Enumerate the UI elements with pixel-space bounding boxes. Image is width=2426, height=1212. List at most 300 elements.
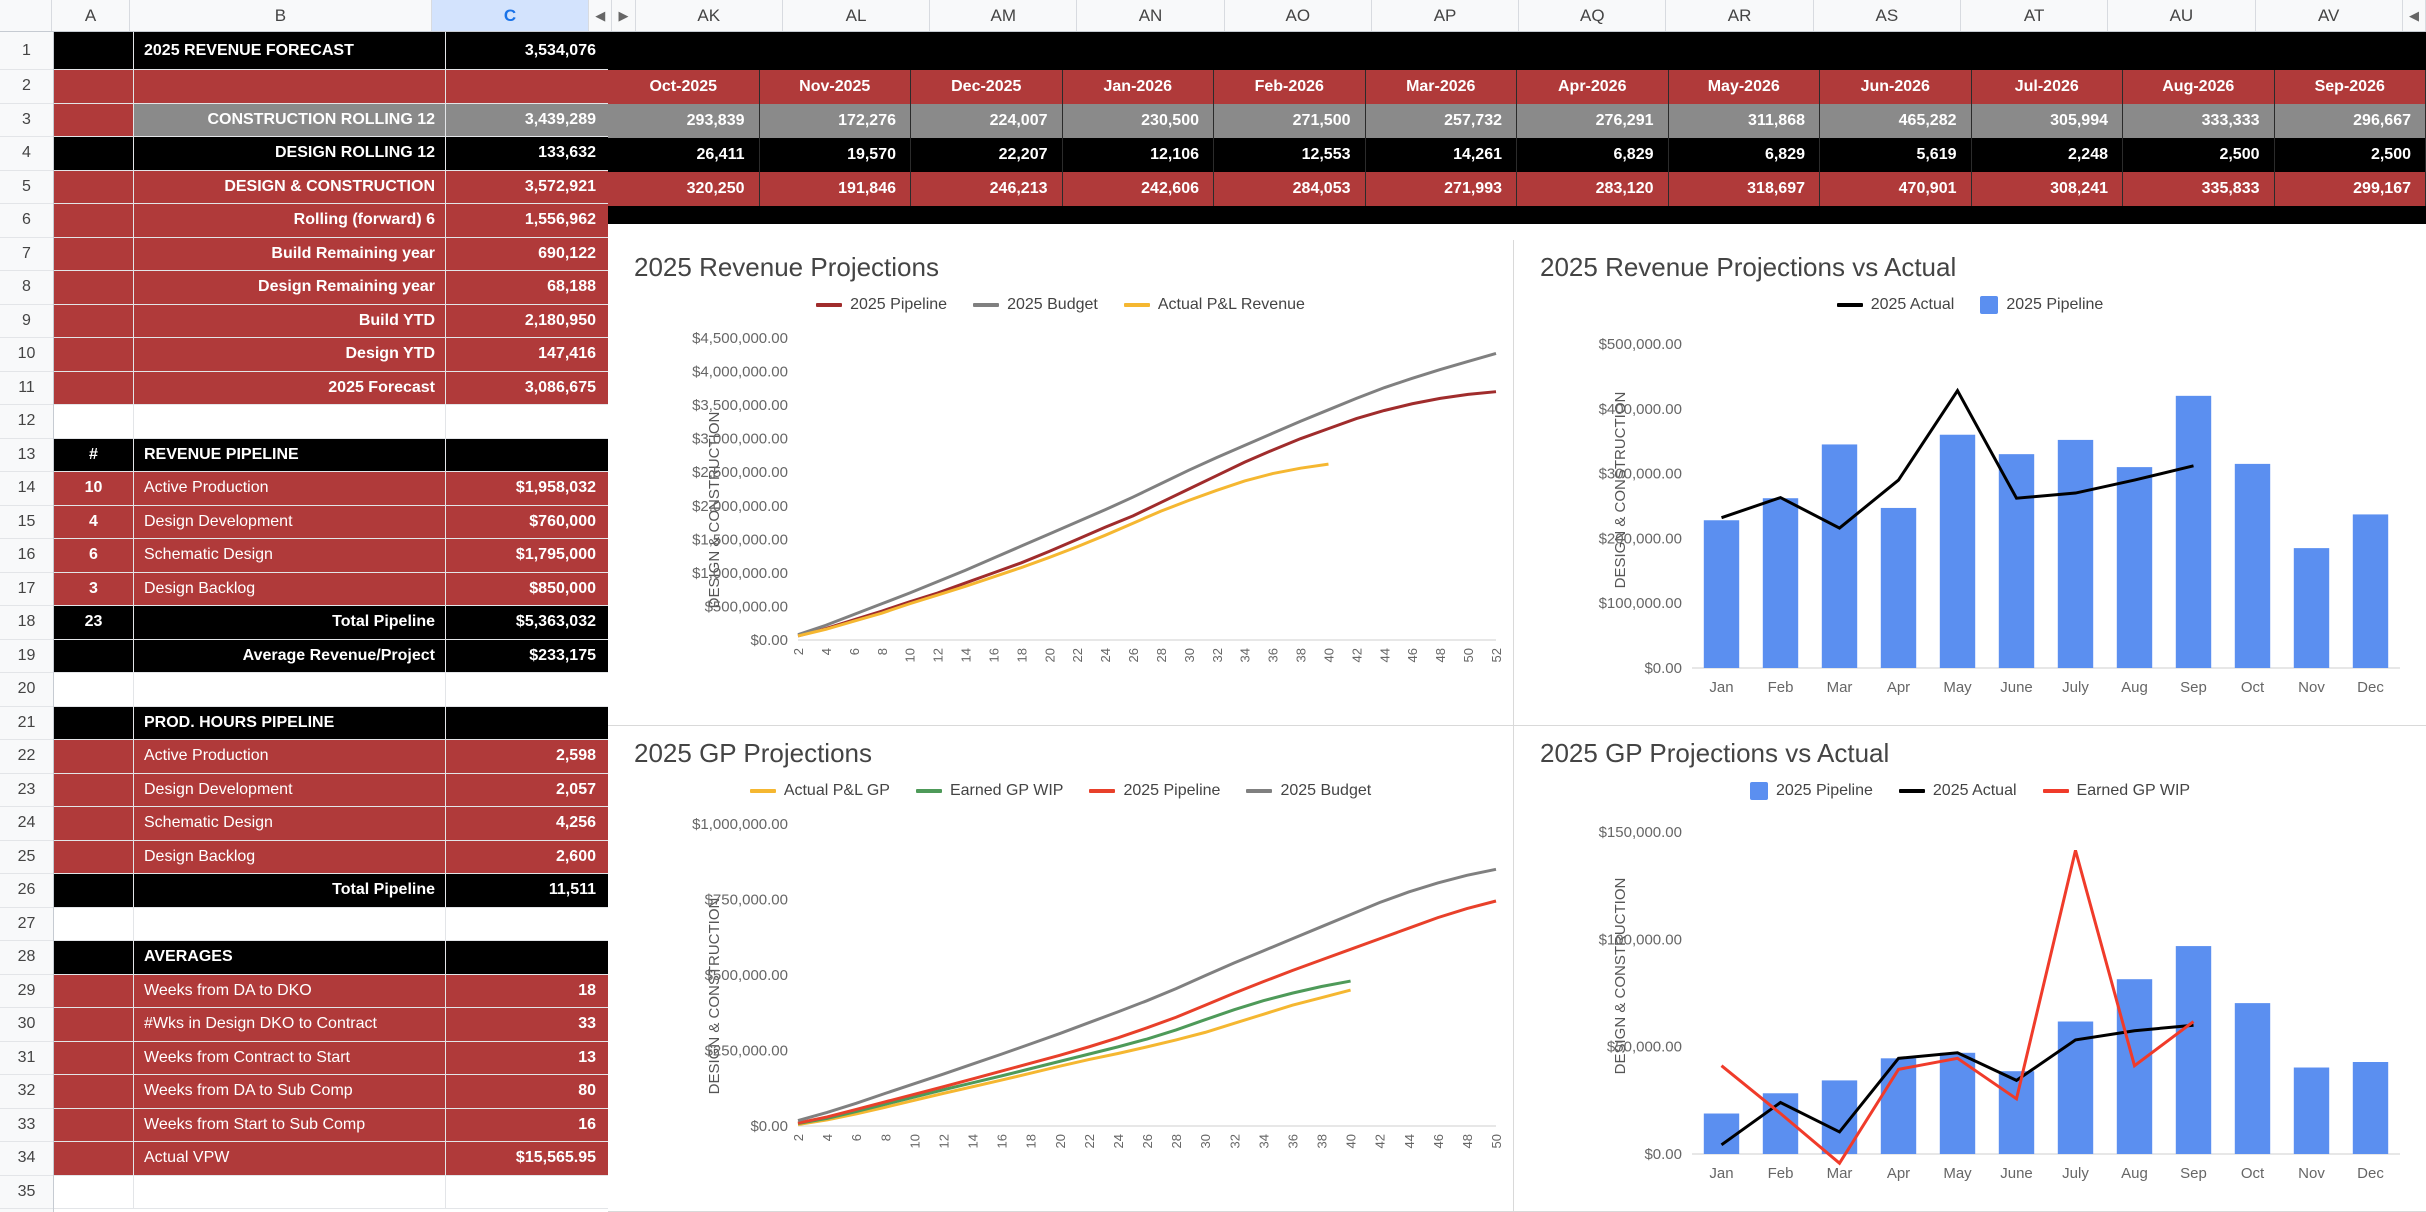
collapse-right-icon[interactable]: ▶ bbox=[612, 0, 635, 31]
cell-B[interactable]: Average Revenue/Project bbox=[134, 640, 446, 673]
legend-item bbox=[2043, 782, 2191, 800]
legend-item bbox=[750, 782, 890, 800]
column-header-A[interactable]: A bbox=[52, 0, 130, 31]
row-header-3[interactable]: 3 bbox=[0, 104, 53, 138]
column-header-AU[interactable]: AU bbox=[2108, 0, 2255, 31]
cell-B[interactable]: Actual VPW bbox=[134, 1142, 446, 1175]
column-header-AM[interactable]: AM bbox=[930, 0, 1077, 31]
cell-B[interactable]: Active Production bbox=[134, 472, 446, 505]
table-cell-value[interactable]: 14,261 bbox=[1366, 138, 1518, 172]
cell-B[interactable]: Weeks from DA to DKO bbox=[134, 975, 446, 1008]
chart-revenue-vs-actual[interactable] bbox=[1514, 240, 2426, 726]
table-cell-value[interactable]: 12,553 bbox=[1214, 138, 1366, 172]
cell-A[interactable] bbox=[54, 673, 134, 706]
row-header-8[interactable]: 8 bbox=[0, 271, 53, 305]
cell-B[interactable] bbox=[134, 673, 446, 706]
scroll-right-icon[interactable]: ◀ bbox=[2403, 0, 2426, 31]
svg-text:Oct: Oct bbox=[2240, 679, 2265, 696]
table-cell-value[interactable]: 283,120 bbox=[1517, 172, 1669, 206]
legend-swatch-pipeline bbox=[1089, 789, 1115, 793]
cell-A[interactable] bbox=[54, 841, 134, 874]
cell-C[interactable]: 68,188 bbox=[446, 271, 608, 304]
cell-A[interactable] bbox=[54, 32, 134, 69]
table-cell-value[interactable]: 465,282 bbox=[1820, 104, 1972, 138]
cell-A[interactable] bbox=[54, 774, 134, 807]
table-cell-value[interactable]: 271,993 bbox=[1366, 172, 1518, 206]
cell-C[interactable]: 3,439,289 bbox=[446, 104, 608, 137]
cell-B[interactable]: 2025 REVENUE FORECAST bbox=[134, 32, 446, 69]
cell-A[interactable]: 3 bbox=[54, 573, 134, 606]
table-cell-value[interactable]: 271,500 bbox=[1214, 104, 1366, 138]
row-header-27[interactable]: 27 bbox=[0, 908, 53, 942]
column-header-AT[interactable]: AT bbox=[1961, 0, 2108, 31]
chart-title: 2025 Revenue Projections bbox=[634, 252, 939, 282]
row-header-6[interactable]: 6 bbox=[0, 204, 53, 238]
cell-A[interactable] bbox=[54, 975, 134, 1008]
row-header-21[interactable]: 21 bbox=[0, 707, 53, 741]
row-header-4[interactable]: 4 bbox=[0, 137, 53, 171]
cell-A[interactable] bbox=[54, 372, 134, 405]
select-all-corner[interactable] bbox=[0, 0, 52, 31]
legend-item bbox=[1246, 782, 1371, 800]
cell-A[interactable]: 6 bbox=[54, 539, 134, 572]
row-header-26[interactable]: 26 bbox=[0, 874, 53, 908]
svg-text:20: 20 bbox=[1052, 1134, 1068, 1149]
table-cell-value[interactable]: 224,007 bbox=[911, 104, 1063, 138]
column-header-AR[interactable]: AR bbox=[1666, 0, 1813, 31]
table-cell-value[interactable]: 305,994 bbox=[1972, 104, 2124, 138]
table-cell-value[interactable]: 172,276 bbox=[760, 104, 912, 138]
cell-B[interactable] bbox=[134, 70, 446, 103]
table-cell-value[interactable]: 257,732 bbox=[1366, 104, 1518, 138]
row-header-10[interactable]: 10 bbox=[0, 338, 53, 372]
cell-B[interactable] bbox=[134, 1176, 446, 1209]
legend-item bbox=[1980, 296, 2103, 314]
svg-text:$1,000,000.00: $1,000,000.00 bbox=[692, 564, 788, 582]
cell-B[interactable]: Design Backlog bbox=[134, 573, 446, 606]
cell-B[interactable]: Design Backlog bbox=[134, 841, 446, 874]
svg-text:20: 20 bbox=[1042, 648, 1058, 663]
cell-B[interactable]: Design Development bbox=[134, 506, 446, 539]
svg-text:34: 34 bbox=[1256, 1134, 1272, 1149]
cell-A[interactable] bbox=[54, 405, 134, 438]
table-cell-month[interactable]: Aug-2026 bbox=[2123, 70, 2275, 104]
cell-B[interactable]: AVERAGES bbox=[134, 941, 446, 974]
cell-A[interactable]: 4 bbox=[54, 506, 134, 539]
svg-text:Feb: Feb bbox=[1767, 1165, 1794, 1182]
table-cell-value[interactable]: 242,606 bbox=[1063, 172, 1215, 206]
cell-A[interactable] bbox=[54, 1042, 134, 1075]
table-cell-value[interactable]: 284,053 bbox=[1214, 172, 1366, 206]
cell-C[interactable]: $850,000 bbox=[446, 573, 608, 606]
row-header-17[interactable]: 17 bbox=[0, 573, 53, 607]
table-row bbox=[54, 439, 608, 473]
cell-A[interactable]: 23 bbox=[54, 606, 134, 639]
cell-C[interactable]: 3,086,675 bbox=[446, 372, 608, 405]
svg-text:$50,000.00: $50,000.00 bbox=[1606, 1038, 1682, 1056]
table-cell-value[interactable]: 318,697 bbox=[1669, 172, 1821, 206]
table-cell-value[interactable]: 2,500 bbox=[2275, 138, 2426, 172]
legend-item bbox=[1124, 296, 1305, 314]
column-header-C[interactable]: C bbox=[432, 0, 589, 31]
svg-text:2: 2 bbox=[791, 648, 806, 656]
svg-text:36: 36 bbox=[1285, 1134, 1301, 1149]
table-cell-value[interactable]: 276,291 bbox=[1517, 104, 1669, 138]
cell-C[interactable]: 147,416 bbox=[446, 338, 608, 371]
column-header-AO[interactable]: AO bbox=[1225, 0, 1372, 31]
cell-C[interactable]: 3,572,921 bbox=[446, 171, 608, 204]
column-header-AP[interactable]: AP bbox=[1372, 0, 1519, 31]
cell-B[interactable]: REVENUE PIPELINE bbox=[134, 439, 446, 472]
table-cell-month[interactable]: Jan-2026 bbox=[1063, 70, 1215, 104]
cell-B[interactable]: Total Pipeline bbox=[134, 606, 446, 639]
cell-C[interactable]: $1,958,032 bbox=[446, 472, 608, 505]
table-cell-value[interactable]: 320,250 bbox=[608, 172, 760, 206]
cell-A[interactable] bbox=[54, 271, 134, 304]
row-header-28[interactable]: 28 bbox=[0, 941, 53, 975]
cell-A[interactable] bbox=[54, 908, 134, 941]
chart-gp-projections[interactable] bbox=[608, 726, 1514, 1212]
cell-C[interactable]: 3,534,076 bbox=[446, 32, 608, 69]
legend-label: Actual P&L Revenue bbox=[1157, 296, 1305, 313]
svg-text:8: 8 bbox=[878, 1134, 894, 1142]
cell-C[interactable]: $760,000 bbox=[446, 506, 608, 539]
cell-B[interactable]: Build YTD bbox=[134, 305, 446, 338]
legend-label: 2025 Budget bbox=[1280, 782, 1372, 799]
row-header-20[interactable]: 20 bbox=[0, 673, 53, 707]
table-cell-value[interactable]: 22,207 bbox=[911, 138, 1063, 172]
cell-A[interactable] bbox=[54, 1142, 134, 1175]
cell-A[interactable] bbox=[54, 1109, 134, 1142]
cell-C[interactable]: 11,511 bbox=[446, 874, 608, 907]
cell-C[interactable]: 2,598 bbox=[446, 740, 608, 773]
legend-label: 2025 Pipeline bbox=[2006, 296, 2104, 313]
cell-C[interactable] bbox=[446, 941, 608, 974]
cell-A[interactable] bbox=[54, 204, 134, 237]
svg-text:$1,500,000.00: $1,500,000.00 bbox=[692, 531, 788, 549]
cell-A[interactable] bbox=[54, 104, 134, 137]
cell-B[interactable]: #Wks in Design DKO to Contract bbox=[134, 1008, 446, 1041]
cell-A[interactable] bbox=[54, 70, 134, 103]
row-header-18[interactable]: 18 bbox=[0, 606, 53, 640]
column-header-AS[interactable]: AS bbox=[1814, 0, 1961, 31]
cell-C[interactable] bbox=[446, 673, 608, 706]
svg-text:16: 16 bbox=[986, 648, 1002, 663]
cell-A[interactable] bbox=[54, 1075, 134, 1108]
legend-swatch-earned-gp bbox=[2043, 789, 2069, 793]
month-table-footer-row bbox=[608, 206, 2426, 224]
row-header-19[interactable]: 19 bbox=[0, 640, 53, 674]
table-cell-month[interactable]: Jun-2026 bbox=[1820, 70, 1972, 104]
cell-B[interactable]: DESIGN ROLLING 12 bbox=[134, 137, 446, 170]
cell-B[interactable] bbox=[134, 908, 446, 941]
legend-item bbox=[1750, 782, 1873, 800]
cell-C[interactable]: 13 bbox=[446, 1042, 608, 1075]
cell-C[interactable] bbox=[446, 405, 608, 438]
cell-C[interactable] bbox=[446, 439, 608, 472]
row-header-25[interactable]: 25 bbox=[0, 841, 53, 875]
row-header-12[interactable]: 12 bbox=[0, 405, 53, 439]
legend-swatch-actual-gp bbox=[750, 789, 776, 793]
column-header-AV[interactable]: AV bbox=[2256, 0, 2403, 31]
table-row bbox=[54, 640, 608, 674]
cell-B[interactable]: DESIGN & CONSTRUCTION bbox=[134, 171, 446, 204]
cell-C[interactable]: 33 bbox=[446, 1008, 608, 1041]
row-header-9[interactable]: 9 bbox=[0, 305, 53, 339]
row-header-31[interactable]: 31 bbox=[0, 1042, 53, 1076]
chart-legend bbox=[1514, 296, 2426, 314]
table-row bbox=[54, 204, 608, 238]
row-header-11[interactable]: 11 bbox=[0, 372, 53, 406]
row-header-13[interactable]: 13 bbox=[0, 439, 53, 473]
svg-text:4: 4 bbox=[820, 1134, 836, 1142]
svg-text:$4,500,000.00: $4,500,000.00 bbox=[692, 330, 788, 347]
table-row bbox=[54, 673, 608, 707]
table-cell-value[interactable]: 246,213 bbox=[911, 172, 1063, 206]
cell-C[interactable]: $5,363,032 bbox=[446, 606, 608, 639]
y-axis-label: DESIGN & CONSTRUCTION bbox=[1611, 877, 1629, 1075]
cell-A[interactable] bbox=[54, 874, 134, 907]
row-header-29[interactable]: 29 bbox=[0, 975, 53, 1009]
cell-C[interactable]: $15,565.95 bbox=[446, 1142, 608, 1175]
table-cell-value[interactable]: 308,241 bbox=[1972, 172, 2124, 206]
row-header-16[interactable]: 16 bbox=[0, 539, 53, 573]
column-header-B[interactable]: B bbox=[130, 0, 432, 31]
svg-text:Jan: Jan bbox=[1709, 679, 1734, 696]
svg-text:6: 6 bbox=[846, 648, 862, 656]
table-cell-month[interactable]: Nov-2025 bbox=[760, 70, 912, 104]
legend-swatch-pipeline bbox=[1750, 782, 1768, 800]
cell-B[interactable]: PROD. HOURS PIPELINE bbox=[134, 707, 446, 740]
svg-text:24: 24 bbox=[1098, 648, 1114, 663]
table-cell-month[interactable]: May-2026 bbox=[1669, 70, 1821, 104]
svg-text:May: May bbox=[1943, 1165, 1972, 1182]
svg-text:$2,000,000.00: $2,000,000.00 bbox=[692, 497, 788, 515]
table-cell-month[interactable]: Dec-2025 bbox=[911, 70, 1063, 104]
table-cell-value[interactable]: 335,833 bbox=[2123, 172, 2275, 206]
svg-text:July: July bbox=[2062, 1165, 2089, 1182]
column-header-AL[interactable]: AL bbox=[783, 0, 930, 31]
svg-text:38: 38 bbox=[1293, 648, 1309, 663]
table-row bbox=[54, 807, 608, 841]
svg-text:Dec: Dec bbox=[2357, 679, 2384, 696]
cell-B[interactable]: Active Production bbox=[134, 740, 446, 773]
table-cell-value[interactable]: 5,619 bbox=[1820, 138, 1972, 172]
cell-C[interactable]: $233,175 bbox=[446, 640, 608, 673]
cell-B[interactable]: Total Pipeline bbox=[134, 874, 446, 907]
cell-C[interactable] bbox=[446, 707, 608, 740]
cell-A[interactable] bbox=[54, 1176, 134, 1209]
table-cell-value[interactable]: 230,500 bbox=[1063, 104, 1215, 138]
cell-A[interactable] bbox=[54, 740, 134, 773]
cell-C[interactable] bbox=[446, 908, 608, 941]
table-row bbox=[54, 104, 608, 138]
cell-B[interactable]: Design Development bbox=[134, 774, 446, 807]
row-header-32[interactable]: 32 bbox=[0, 1075, 53, 1109]
table-row bbox=[54, 908, 608, 942]
svg-text:2: 2 bbox=[791, 1134, 806, 1142]
table-row-design-construction bbox=[608, 172, 2426, 206]
table-cell-value[interactable]: 26,411 bbox=[608, 138, 760, 172]
legend-label: 2025 Pipeline bbox=[850, 296, 948, 313]
svg-text:12: 12 bbox=[936, 1134, 952, 1149]
row-header-15[interactable]: 15 bbox=[0, 506, 53, 540]
svg-text:$2,500,000.00: $2,500,000.00 bbox=[692, 464, 788, 482]
table-row bbox=[54, 271, 608, 305]
column-header-AN[interactable]: AN bbox=[1077, 0, 1224, 31]
cell-A[interactable] bbox=[54, 305, 134, 338]
cell-C[interactable]: 80 bbox=[446, 1075, 608, 1108]
cell-C[interactable]: 4,256 bbox=[446, 807, 608, 840]
row-header-2[interactable]: 2 bbox=[0, 70, 53, 104]
svg-text:Sep: Sep bbox=[2180, 679, 2207, 696]
month-table-blank-row bbox=[608, 32, 2426, 70]
svg-text:10: 10 bbox=[907, 1134, 923, 1149]
chart-revenue-projections[interactable] bbox=[608, 240, 1514, 726]
cell-A[interactable] bbox=[54, 941, 134, 974]
cell-A[interactable] bbox=[54, 1008, 134, 1041]
charts-area bbox=[608, 240, 2426, 1212]
cell-C[interactable]: 1,556,962 bbox=[446, 204, 608, 237]
svg-text:Apr: Apr bbox=[1886, 679, 1911, 696]
cell-C[interactable]: 16 bbox=[446, 1109, 608, 1142]
cell-C[interactable]: 690,122 bbox=[446, 238, 608, 271]
collapse-left-icon[interactable]: ◀ bbox=[589, 0, 612, 31]
cell-B[interactable]: Rolling (forward) 6 bbox=[134, 204, 446, 237]
cell-C[interactable]: 2,180,950 bbox=[446, 305, 608, 338]
table-row bbox=[54, 405, 608, 439]
table-cell-month[interactable]: Sep-2026 bbox=[2275, 70, 2426, 104]
table-cell-month[interactable]: Mar-2026 bbox=[1366, 70, 1518, 104]
svg-text:Apr: Apr bbox=[1886, 1165, 1911, 1182]
table-cell-value[interactable]: 12,106 bbox=[1063, 138, 1215, 172]
table-cell-value[interactable]: 311,868 bbox=[1669, 104, 1821, 138]
cell-C[interactable] bbox=[446, 70, 608, 103]
cell-A[interactable] bbox=[54, 807, 134, 840]
cell-A[interactable] bbox=[54, 171, 134, 204]
cell-B[interactable]: Schematic Design bbox=[134, 807, 446, 840]
cell-C[interactable]: 18 bbox=[446, 975, 608, 1008]
cell-A[interactable] bbox=[54, 238, 134, 271]
table-cell-month[interactable]: Jul-2026 bbox=[1972, 70, 2124, 104]
svg-text:24: 24 bbox=[1110, 1134, 1126, 1149]
row-header-34[interactable]: 34 bbox=[0, 1142, 53, 1176]
cell-A[interactable] bbox=[54, 338, 134, 371]
legend-swatch-actual bbox=[1837, 303, 1863, 307]
cell-B[interactable]: Design YTD bbox=[134, 338, 446, 371]
table-row bbox=[54, 70, 608, 104]
table-cell-value[interactable]: 191,846 bbox=[760, 172, 912, 206]
legend-item bbox=[973, 296, 1098, 314]
table-cell-value[interactable]: 2,500 bbox=[2123, 138, 2275, 172]
svg-text:28: 28 bbox=[1153, 648, 1169, 663]
cell-B[interactable]: Weeks from DA to Sub Comp bbox=[134, 1075, 446, 1108]
row-header-1[interactable]: 1 bbox=[0, 32, 53, 70]
svg-text:$1,000,000.00: $1,000,000.00 bbox=[692, 816, 788, 833]
column-header-AK[interactable]: AK bbox=[636, 0, 783, 31]
cell-B[interactable]: Schematic Design bbox=[134, 539, 446, 572]
table-row bbox=[54, 841, 608, 875]
table-row bbox=[54, 1109, 608, 1143]
svg-text:$0.00: $0.00 bbox=[1644, 660, 1682, 677]
row-header-33[interactable]: 33 bbox=[0, 1109, 53, 1143]
row-header-23[interactable]: 23 bbox=[0, 774, 53, 808]
cell-C[interactable]: 2,057 bbox=[446, 774, 608, 807]
svg-text:16: 16 bbox=[994, 1134, 1010, 1149]
svg-text:18: 18 bbox=[1023, 1134, 1039, 1149]
cell-A[interactable] bbox=[54, 137, 134, 170]
cell-B[interactable]: 2025 Forecast bbox=[134, 372, 446, 405]
row-header-7[interactable]: 7 bbox=[0, 238, 53, 272]
legend-swatch-actual bbox=[1899, 789, 1925, 793]
chart-gp-vs-actual[interactable] bbox=[1514, 726, 2426, 1212]
column-header-AQ[interactable]: AQ bbox=[1519, 0, 1666, 31]
cell-C[interactable]: 133,632 bbox=[446, 137, 608, 170]
table-cell-value[interactable]: 296,667 bbox=[2275, 104, 2426, 138]
table-row bbox=[54, 32, 608, 70]
svg-text:42: 42 bbox=[1349, 648, 1365, 663]
table-row bbox=[54, 707, 608, 741]
cell-A[interactable]: # bbox=[54, 439, 134, 472]
cell-B[interactable]: Weeks from Contract to Start bbox=[134, 1042, 446, 1075]
table-cell-month[interactable]: Feb-2026 bbox=[1214, 70, 1366, 104]
table-cell-value[interactable]: 333,333 bbox=[2123, 104, 2275, 138]
table-cell-value[interactable]: 2,248 bbox=[1972, 138, 2124, 172]
cell-C[interactable] bbox=[446, 1176, 608, 1209]
cell-A[interactable] bbox=[54, 707, 134, 740]
table-cell-value[interactable]: 6,829 bbox=[1669, 138, 1821, 172]
row-header-35[interactable]: 35 bbox=[0, 1176, 53, 1210]
svg-text:32: 32 bbox=[1209, 648, 1225, 663]
cell-C[interactable]: 2,600 bbox=[446, 841, 608, 874]
cell-B[interactable]: Weeks from Start to Sub Comp bbox=[134, 1109, 446, 1142]
cell-B[interactable]: Design Remaining year bbox=[134, 271, 446, 304]
table-cell-value[interactable]: 293,839 bbox=[608, 104, 760, 138]
svg-text:12: 12 bbox=[930, 648, 946, 663]
svg-text:52: 52 bbox=[1489, 648, 1504, 663]
table-cell-month[interactable]: Oct-2025 bbox=[608, 70, 760, 104]
legend-item bbox=[1899, 782, 2017, 800]
cell-A[interactable]: 10 bbox=[54, 472, 134, 505]
left-data-grid bbox=[54, 32, 608, 1212]
table-cell-month[interactable]: Apr-2026 bbox=[1517, 70, 1669, 104]
row-header-22[interactable]: 22 bbox=[0, 740, 53, 774]
svg-text:42: 42 bbox=[1372, 1134, 1388, 1149]
row-header-30[interactable]: 30 bbox=[0, 1008, 53, 1042]
table-row bbox=[54, 740, 608, 774]
legend-swatch-budget bbox=[1246, 789, 1272, 793]
legend-swatch-actual bbox=[1124, 303, 1150, 307]
row-header-24[interactable]: 24 bbox=[0, 807, 53, 841]
row-header-5[interactable]: 5 bbox=[0, 171, 53, 205]
table-cell-value[interactable]: 19,570 bbox=[760, 138, 912, 172]
cell-B[interactable] bbox=[134, 405, 446, 438]
cell-C[interactable]: $1,795,000 bbox=[446, 539, 608, 572]
table-cell-value[interactable]: 299,167 bbox=[2275, 172, 2426, 206]
cell-A[interactable] bbox=[54, 640, 134, 673]
table-cell-value[interactable]: 470,901 bbox=[1820, 172, 1972, 206]
svg-text:44: 44 bbox=[1377, 648, 1393, 663]
svg-text:Dec: Dec bbox=[2357, 1165, 2384, 1182]
svg-text:$4,000,000.00: $4,000,000.00 bbox=[692, 363, 788, 381]
svg-text:Aug: Aug bbox=[2121, 1165, 2148, 1182]
table-cell-value[interactable]: 6,829 bbox=[1517, 138, 1669, 172]
row-header-14[interactable]: 14 bbox=[0, 472, 53, 506]
svg-text:46: 46 bbox=[1430, 1134, 1446, 1149]
cell-B[interactable]: Build Remaining year bbox=[134, 238, 446, 271]
svg-text:$250,000.00: $250,000.00 bbox=[704, 1042, 788, 1060]
cell-B[interactable]: CONSTRUCTION ROLLING 12 bbox=[134, 104, 446, 137]
